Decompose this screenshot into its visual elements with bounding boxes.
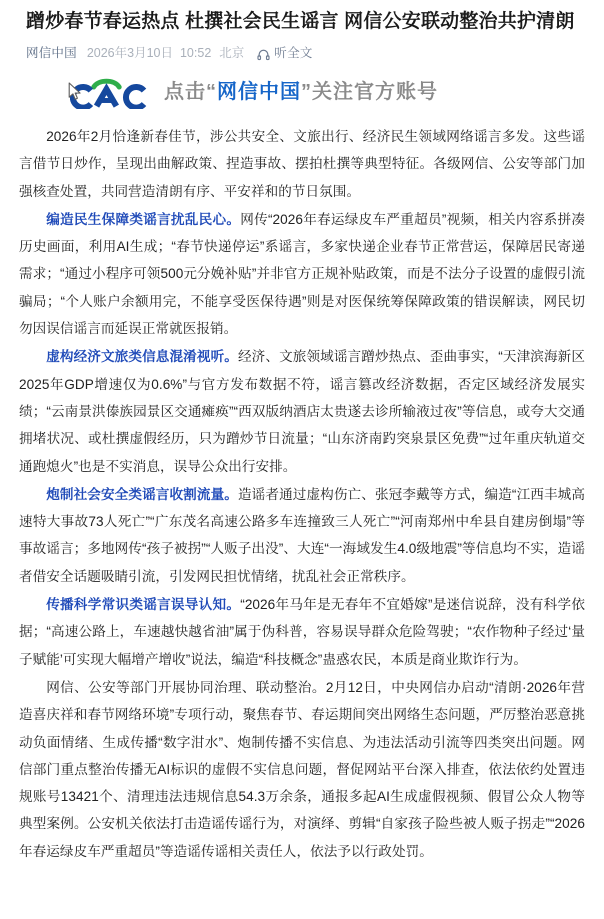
paragraph-text: “2026年马年是无春年不宜婚嫁”是迷信说辞，没有科学依据；“高速公路上，车速越快越省油”属于伪科普，容易误导群众危险驾驶；“农作物种子经过‘量子赋能’可实现大幅增产增收”说法，编造“科技概念”蛊惑农民，本质是商业欺诈行为。 [19, 597, 585, 667]
byline-date: 2026年3月10日 [86, 46, 173, 60]
paragraph [19, 481, 585, 590]
cac-follow-banner[interactable] [0, 61, 604, 107]
byline-time: 10:52 [179, 46, 212, 60]
paragraph [19, 591, 585, 673]
listen-full-text-button[interactable] [257, 45, 312, 61]
paragraph [19, 123, 585, 205]
byline-source[interactable]: 网信中国 [26, 46, 77, 60]
paragraph-text: 经济、文旅领域谣言蹭炒热点、歪曲事实，“天津滨海新区2025年GDP增速仅为0.6%”与官方发布数据不符，谣言篡改经济数据，否定区域经济发展实绩；“云南景洪傣族园景区交通瘫痪”“西双版纳酒店太贵遂去诊所输液过夜”等信息，或夸大交通拥堵状况、或杜撰虚假经历，只为蹭炒节日流量；“山东济南趵突泉景区免费”“过年重庆轨道交通跑熄火”也是不实消息，误导公众出行安排。 [19, 349, 585, 474]
page-title: 蹭炒春节春运热点 杜撰社会民生谣言 网信公安联动整治共护清朗 [26, 11, 575, 32]
byline-location: 北京 [219, 46, 245, 60]
paragraph-text: 网信、公安等部门开展协同治理、联动整治。2月12日，中央网信办启动“清朗·2026年营造喜庆祥和春节网络环境”专项行动，聚焦春节、春运期间突出网络生态问题，严厉整治恶意挑动负面情绪、生成传播“数字泔水”、炮制传播不实信息、为违法活动引流等四类突出问题。网信部门重点整治传播无AI标识的虚假不实信息问题，督促网站平台深入排查，依法依约处置违规账号13421个、清理违法违规信息54.3万余条，通报多起AI生成虚假视频、假冒公众人物等典型案例。公安机关依法打击造谣传谣行为，对演绎、剪辑“自家孩子险些被人贩子拐走”“2026年春运绿皮车严重超员”等造谣传谣相关责任人，依法予以行政处罚。 [19, 679, 585, 859]
cac-highlight: 网信中国 [217, 81, 301, 103]
cac-quote-close: ” [301, 81, 312, 103]
listen-full-text-label: 听全文 [274, 46, 313, 60]
paragraph [19, 674, 585, 865]
headphones-icon [257, 48, 270, 61]
byline [0, 35, 604, 61]
cac-logo-icon [70, 75, 150, 109]
paragraph-lead: 虚构经济文旅类信息混淆视听。 [46, 349, 238, 365]
paragraph-text: 造谣者通过虚构伤亡、张冠李戴等方式，编造“江西丰城高速特大事故73人死亡”“广东茂名高速公路多车连撞致三人死亡”“河南郑州中牟县自建房倒塌”等事故谣言；多地网传“孩子被拐”“人贩子出没”、大连“一海域发生4.0级地震”等信息均不实，造谣者借安全话题吸睛引流，引发网民担忧情绪，扰乱社会正常秩序。 [19, 486, 585, 584]
paragraph-lead: 传播科学常识类谣言误导认知。 [46, 597, 241, 613]
paragraph [19, 206, 585, 342]
article-body [0, 107, 604, 865]
cac-text-suffix: 关注官方账号 [312, 81, 438, 103]
paragraph-text: 网传“2026年春运绿皮车严重超员”视频，相关内容系拼凑历史画面，利用AI生成；“春节快递停运”系谣言，多家快递企业春节正常营运，保障居民寄递需求；“通过小程序可领500元分娩补贴”并非官方正规补贴政策，而是不法分子设置的虚假引流骗局；“个人账户余额用完，不能享受医保待遇”则是对医保统筹保障政策的错误解读，网民切勿因误信谣言而延误正常就医报销。 [19, 211, 585, 337]
cac-text-prefix: 点击 [164, 81, 206, 103]
paragraph-text: 2026年2月恰逢新春佳节，涉公共安全、文旅出行、经济民生领域网络谣言多发。这些谣言借节日炒作，呈现出曲解政策、捏造事故、摆拍杜撰等典型特征。各级网信、公安等部门加强核查处置，共同营造清朗有序、平安祥和的节日氛围。 [19, 129, 585, 199]
cac-banner-text [164, 79, 438, 105]
cac-quote-open: “ [206, 81, 217, 103]
paragraph [19, 343, 585, 479]
paragraph-lead: 编造民生保障类谣言扰乱民心。 [46, 211, 241, 227]
paragraph-lead: 炮制社会安全类谣言收割流量。 [46, 486, 238, 502]
